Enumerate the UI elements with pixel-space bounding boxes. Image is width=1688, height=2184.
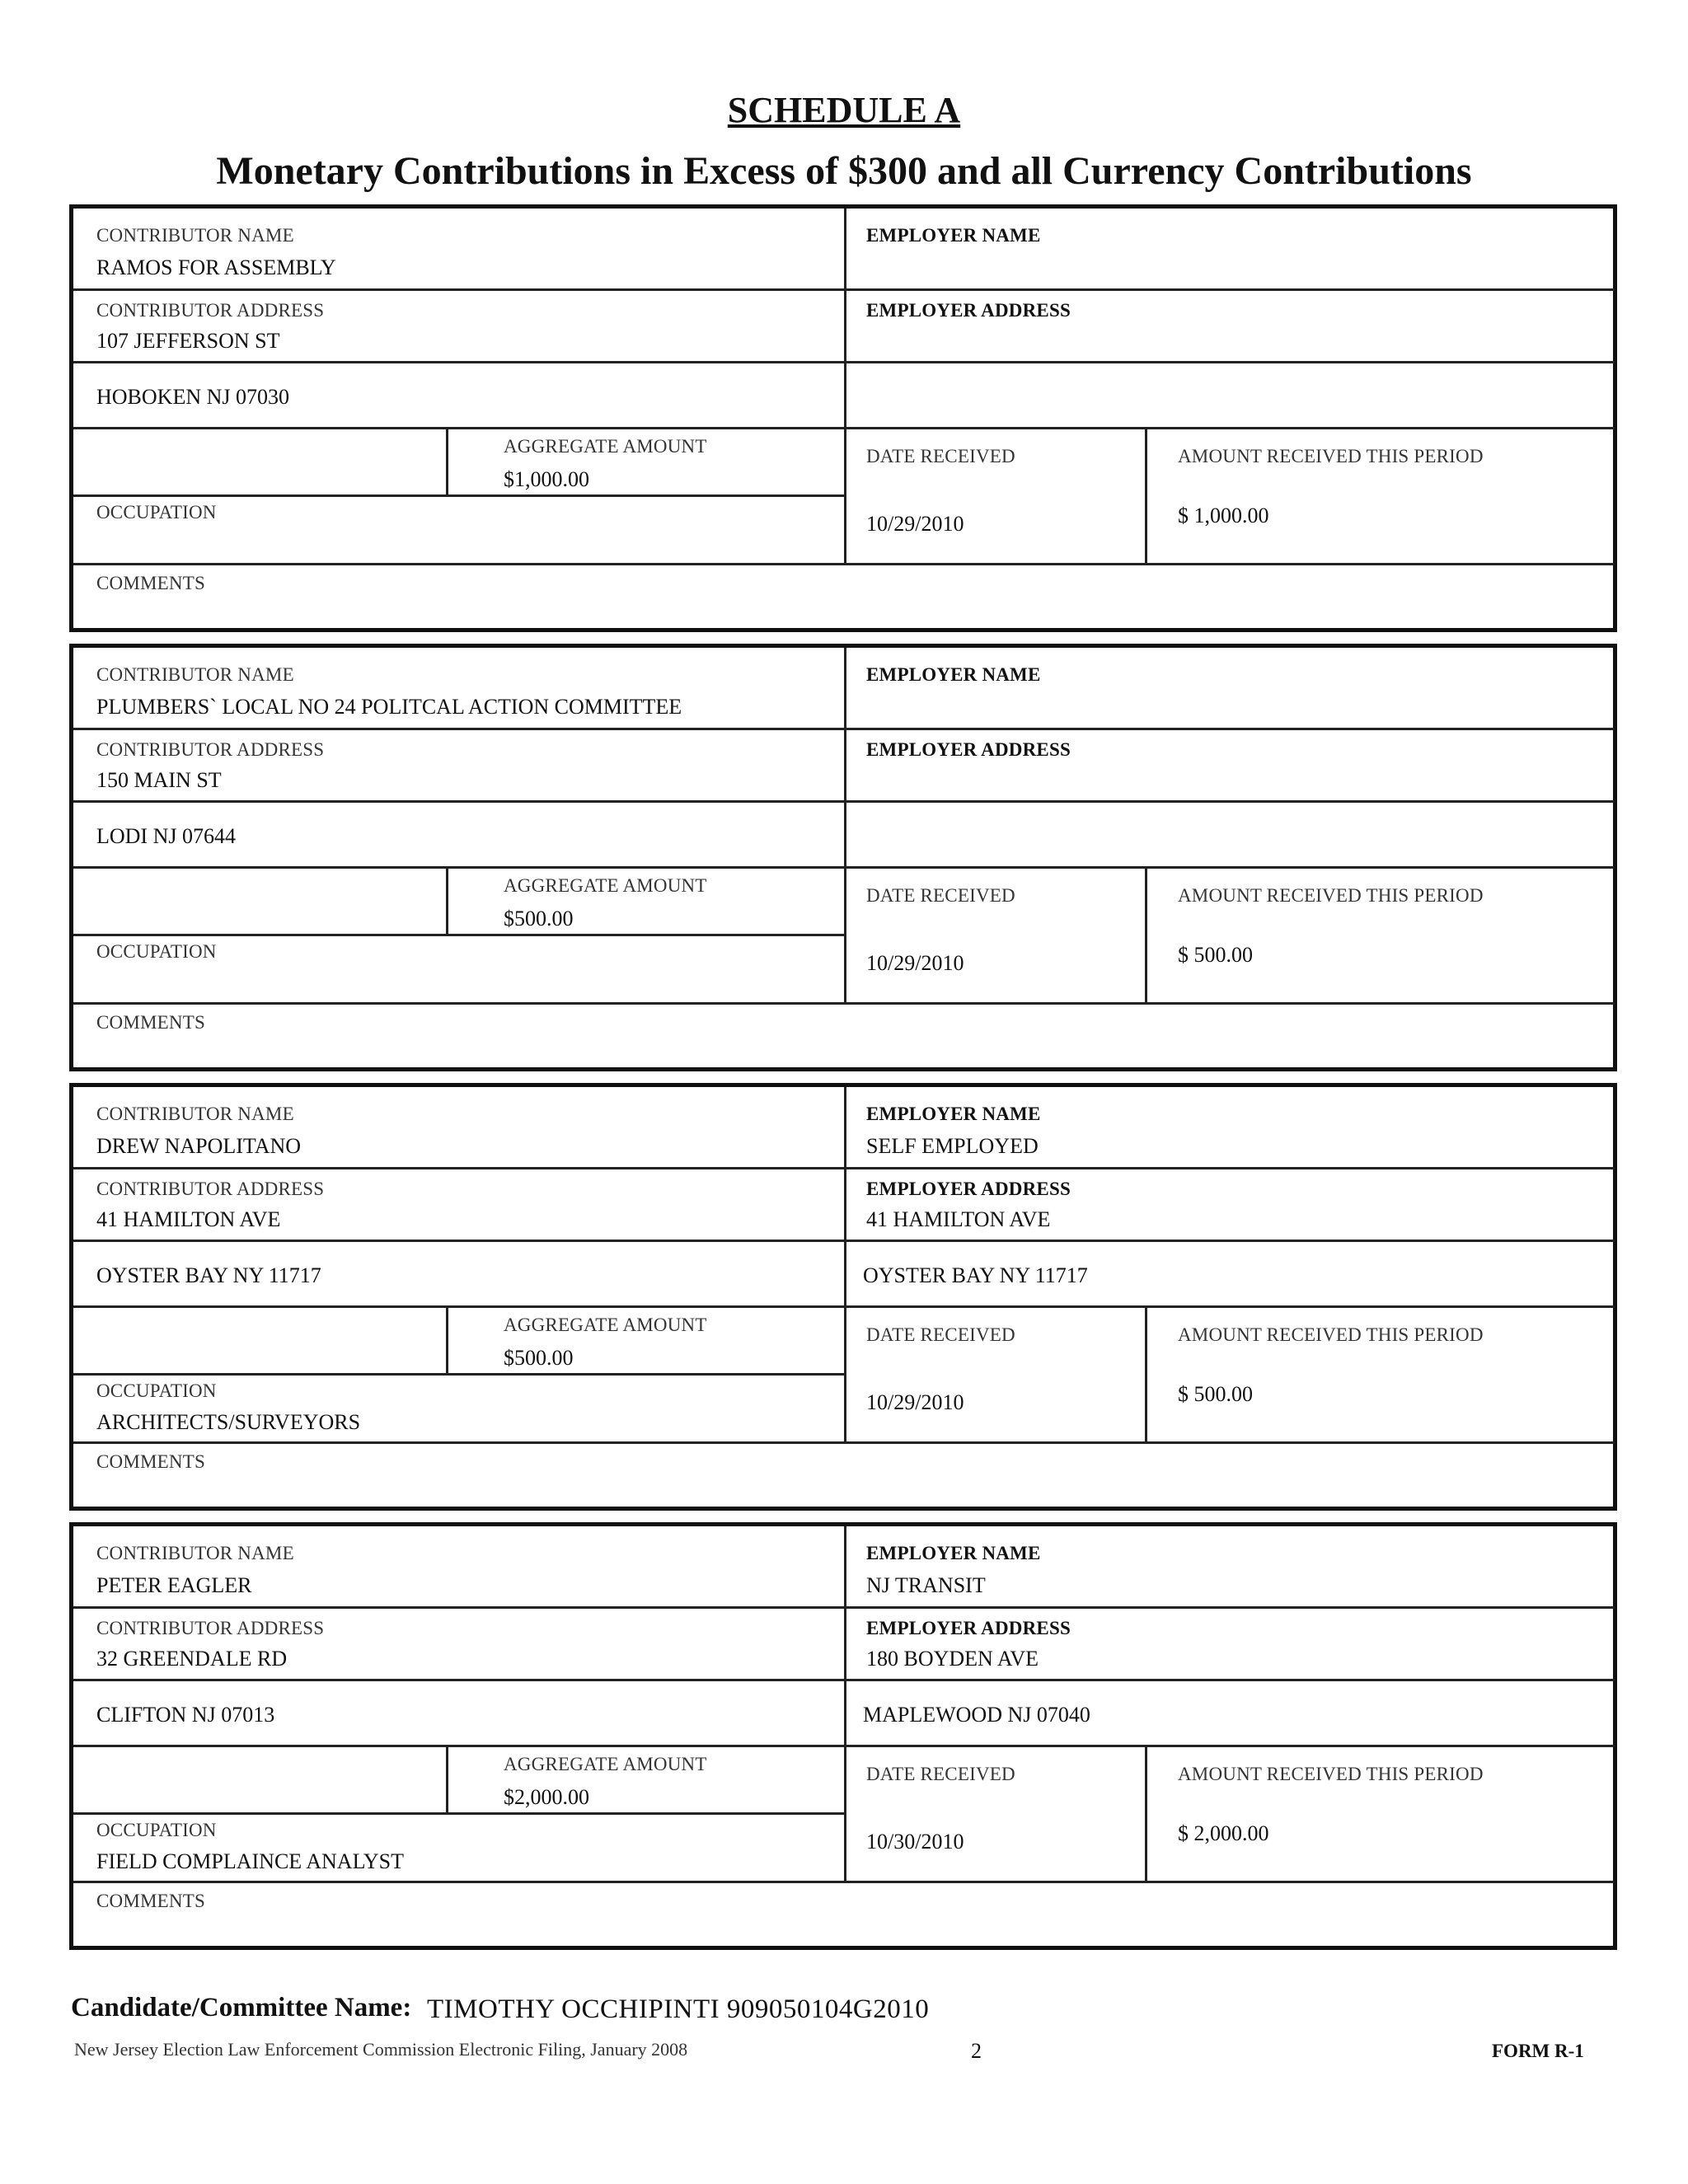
divider-line bbox=[844, 1526, 846, 1881]
employer-address-line2: OYSTER BAY NY 11717 bbox=[863, 1263, 1088, 1287]
contributor-name-value: RAMOS FOR ASSEMBLY bbox=[96, 255, 336, 279]
comments-label: COMMENTS bbox=[96, 1012, 205, 1033]
divider-line bbox=[73, 934, 844, 936]
divider-line bbox=[73, 1373, 844, 1376]
amount-received-label: AMOUNT RECEIVED THIS PERIOD bbox=[1178, 885, 1484, 906]
employer-name-label: EMPLOYER NAME bbox=[866, 664, 1041, 685]
divider-line bbox=[73, 494, 844, 497]
amount-received-label: AMOUNT RECEIVED THIS PERIOD bbox=[1178, 446, 1484, 466]
schedule-title: SCHEDULE A bbox=[727, 90, 961, 130]
date-received-value: 10/29/2010 bbox=[866, 512, 964, 536]
comments-label: COMMENTS bbox=[96, 1891, 205, 1911]
divider-line bbox=[446, 1305, 448, 1373]
divider-line bbox=[844, 1087, 846, 1441]
employer-address-label: EMPLOYER ADDRESS bbox=[866, 739, 1071, 760]
occupation-value: FIELD COMPLAINCE ANALYST bbox=[96, 1849, 404, 1873]
contributor-name-label: CONTRIBUTOR NAME bbox=[96, 1543, 294, 1563]
employer-name-value: NJ TRANSIT bbox=[866, 1573, 986, 1597]
amount-received-value: $ 500.00 bbox=[1178, 1382, 1253, 1406]
divider-line bbox=[446, 866, 448, 934]
date-received-label: DATE RECEIVED bbox=[866, 1764, 1015, 1784]
occupation-label: OCCUPATION bbox=[96, 1380, 217, 1401]
date-received-label: DATE RECEIVED bbox=[866, 446, 1015, 466]
divider-line bbox=[1145, 866, 1147, 1002]
contributor-name-label: CONTRIBUTOR NAME bbox=[96, 1104, 294, 1124]
employer-address-line1: 180 BOYDEN AVE bbox=[866, 1647, 1039, 1671]
divider-line bbox=[73, 1881, 1615, 1883]
contributor-address-label: CONTRIBUTOR ADDRESS bbox=[96, 1179, 325, 1199]
aggregate-amount-label: AGGREGATE AMOUNT bbox=[504, 1315, 707, 1335]
aggregate-amount-label: AGGREGATE AMOUNT bbox=[504, 1754, 707, 1774]
date-received-label: DATE RECEIVED bbox=[866, 885, 1015, 906]
contribution-block bbox=[69, 204, 1617, 632]
divider-line bbox=[446, 1745, 448, 1812]
contributor-name-value: DREW NAPOLITANO bbox=[96, 1134, 302, 1158]
contributor-address-line1: 32 GREENDALE RD bbox=[96, 1647, 288, 1671]
occupation-value: ARCHITECTS/SURVEYORS bbox=[96, 1410, 361, 1434]
amount-received-label: AMOUNT RECEIVED THIS PERIOD bbox=[1178, 1764, 1484, 1784]
contributor-name-label: CONTRIBUTOR NAME bbox=[96, 225, 294, 246]
contributor-address-label: CONTRIBUTOR ADDRESS bbox=[96, 1618, 325, 1638]
contributor-address-line2: CLIFTON NJ 07013 bbox=[96, 1703, 275, 1727]
occupation-label: OCCUPATION bbox=[96, 941, 217, 962]
employer-name-label: EMPLOYER NAME bbox=[866, 225, 1041, 246]
aggregate-amount-value: $500.00 bbox=[504, 907, 574, 930]
contributor-name-value: PETER EAGLER bbox=[96, 1573, 252, 1597]
contributor-address-line2: LODI NJ 07644 bbox=[96, 824, 236, 848]
divider-line bbox=[73, 563, 1615, 565]
aggregate-amount-label: AGGREGATE AMOUNT bbox=[504, 436, 707, 457]
employer-name-label: EMPLOYER NAME bbox=[866, 1543, 1041, 1563]
date-received-label: DATE RECEIVED bbox=[866, 1324, 1015, 1345]
amount-received-label: AMOUNT RECEIVED THIS PERIOD bbox=[1178, 1324, 1484, 1345]
divider-line bbox=[73, 1441, 1615, 1444]
divider-line bbox=[73, 1002, 1615, 1005]
commission-note: New Jersey Election Law Enforcement Commission Electronic Filing, January 2008 bbox=[74, 2039, 688, 2060]
amount-received-value: $ 500.00 bbox=[1178, 943, 1253, 967]
contributor-address-line1: 41 HAMILTON AVE bbox=[96, 1207, 281, 1231]
schedule-subtitle: Monetary Contributions in Excess of $300 and all Currency Contributions bbox=[216, 149, 1472, 193]
employer-name-value: SELF EMPLOYED bbox=[866, 1134, 1039, 1158]
contributor-name-label: CONTRIBUTOR NAME bbox=[96, 664, 294, 685]
employer-address-label: EMPLOYER ADDRESS bbox=[866, 1179, 1071, 1199]
candidate-label: Candidate/Committee Name: bbox=[71, 1993, 412, 2022]
occupation-label: OCCUPATION bbox=[96, 1820, 217, 1840]
contributor-address-label: CONTRIBUTOR ADDRESS bbox=[96, 739, 325, 760]
contribution-block bbox=[69, 1522, 1617, 1950]
employer-address-label: EMPLOYER ADDRESS bbox=[866, 1618, 1071, 1638]
divider-line bbox=[1145, 1305, 1147, 1441]
contributor-address-line1: 107 JEFFERSON ST bbox=[96, 329, 280, 353]
amount-received-value: $ 1,000.00 bbox=[1178, 504, 1269, 527]
form-id: FORM R-1 bbox=[1492, 2041, 1584, 2061]
page-number: 2 bbox=[971, 2039, 982, 2063]
employer-address-label: EMPLOYER ADDRESS bbox=[866, 300, 1071, 321]
aggregate-amount-value: $2,000.00 bbox=[504, 1785, 589, 1809]
occupation-label: OCCUPATION bbox=[96, 502, 217, 523]
aggregate-amount-value: $1,000.00 bbox=[504, 467, 589, 491]
aggregate-amount-label: AGGREGATE AMOUNT bbox=[504, 875, 707, 896]
aggregate-amount-value: $500.00 bbox=[504, 1346, 574, 1370]
comments-label: COMMENTS bbox=[96, 573, 205, 593]
contributor-address-label: CONTRIBUTOR ADDRESS bbox=[96, 300, 325, 321]
divider-line bbox=[844, 648, 846, 1002]
comments-label: COMMENTS bbox=[96, 1451, 205, 1472]
amount-received-value: $ 2,000.00 bbox=[1178, 1821, 1269, 1845]
contribution-block bbox=[69, 1083, 1617, 1511]
date-received-value: 10/29/2010 bbox=[866, 1390, 964, 1414]
contributor-address-line1: 150 MAIN ST bbox=[96, 768, 222, 792]
employer-address-line2: MAPLEWOOD NJ 07040 bbox=[863, 1703, 1090, 1727]
date-received-value: 10/30/2010 bbox=[866, 1830, 964, 1854]
divider-line bbox=[73, 1812, 844, 1815]
employer-name-label: EMPLOYER NAME bbox=[866, 1104, 1041, 1124]
candidate-value: TIMOTHY OCCHIPINTI 909050104G2010 bbox=[427, 1994, 930, 2024]
contributor-address-line2: OYSTER BAY NY 11717 bbox=[96, 1263, 321, 1287]
contributor-address-line2: HOBOKEN NJ 07030 bbox=[96, 385, 289, 409]
date-received-value: 10/29/2010 bbox=[866, 951, 964, 975]
contributor-name-value: PLUMBERS` LOCAL NO 24 POLITCAL ACTION COMMITTEE bbox=[96, 695, 682, 719]
divider-line bbox=[1145, 1745, 1147, 1881]
contribution-block bbox=[69, 644, 1617, 1071]
employer-address-line1: 41 HAMILTON AVE bbox=[866, 1207, 1051, 1231]
divider-line bbox=[1145, 427, 1147, 563]
divider-line bbox=[446, 427, 448, 494]
divider-line bbox=[844, 209, 846, 563]
